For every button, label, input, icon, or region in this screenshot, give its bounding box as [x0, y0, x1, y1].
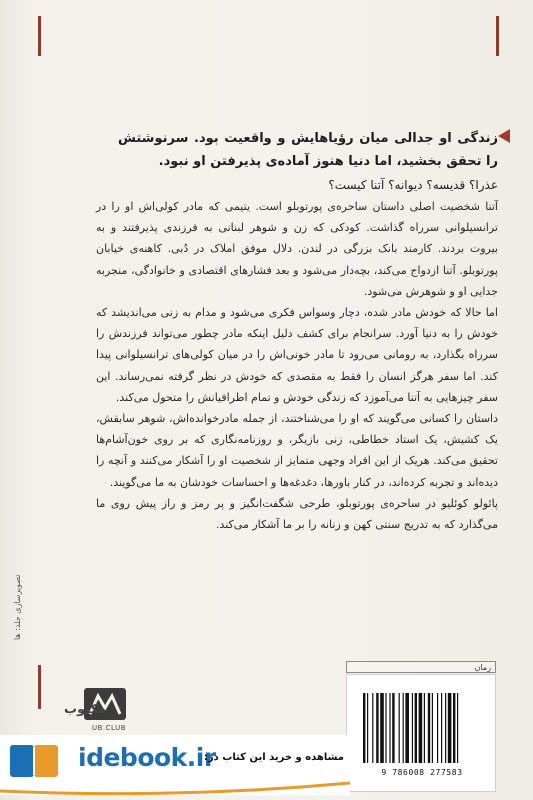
publisher-name: مکتوب — [64, 702, 107, 717]
paragraph: داستان را کسانی می‌گویند که او را می‌شناختند، از جمله مادرخوانده‌اش، شوهر سابقش، یک کشیش، یک استاد خطاطی، زنی بازیگر، و روزنامه‌نگاری که بر روی خون‌آشام‌ها تحقیق می‌کند. هریک از این افراد وجهی متمایز از شخصیت او را آشکار می‌کنند و آنچه را دیده‌اند و تجربه کرده‌اند، در کنار باورها، دغدغه‌ها و احساسات خودشان به ما می‌گویند. — [96, 412, 498, 489]
triangle-bullet-icon — [498, 129, 510, 143]
isbn-number: 9 786008 277583 — [381, 768, 463, 777]
barcode-icon — [361, 693, 483, 763]
crop-mark-bottom-left — [38, 665, 41, 709]
crop-mark-top-left — [38, 16, 41, 56]
paragraph: پائولو کوئلیو در ساحره‌ی پورتوبلو، طرحی شگفت‌انگیز و پر رمز و راز پیش روی ما می‌گذارد که به تدریج سنتی کهن و زنانه را بر ما آشکار می‌کند. — [96, 496, 498, 532]
cover-illustration-credit: تصویرسازی جلد: ها — [13, 574, 22, 640]
paragraph: اما حالا که خودش مادر شده، دچار وسواس فکری می‌شود و مدام به زنی می‌اندیشد که خودش را به دنیا آورد. سرانجام برای کشف دلیل اینکه مادر چطور می‌تواند فرزندش را سرراه بگذارد، به رومانی می‌رود تا مادر خونی‌اش را در میان کولی‌های ترانسیلوانی پیدا کند. اما سفر هرگز انسان را فقط به مقصدی که خودش در نظر گرفته نمی‌رساند. این سفر چیزهایی به آتنا می‌آموزد که زندگی خودش و تمام اطرافیانش را متحول می‌کند. — [96, 306, 498, 404]
question-line: عذرا؟ قدیسه؟ دیوانه؟ آتنا کیست؟ — [328, 178, 498, 192]
publisher-sub: UB.CLUB — [91, 724, 126, 732]
isbn-barcode — [346, 674, 496, 792]
banner-swoosh — [0, 753, 350, 800]
paragraph: آتنا شخصیت اصلی داستان ساحره‌ی پورتوبلو است. یتیمی که مادر کولی‌اش او را در ترانسیلوانی سرراه گذاشت. کودکی که زن و شوهر لبنانی به فرزندی پذیرفتند و به بیروت بردند. کارمند بانک بزرگی در لندن. دلال موفق املاک در دُبی. کاهنه‌ی خیابان پورتوبلو. آتنا ازدواج می‌کند، بچه‌دار می‌شود و بعد فشارهای اقتصادی و خانوادگی، منجربه جدایی او و شوهرش می‌شود. — [96, 200, 498, 298]
crop-mark-top-right — [496, 16, 499, 56]
store-cta[interactable]: مشاهده و خرید این کتاب در: — [203, 752, 344, 763]
store-brand[interactable]: idebook.ir — [78, 743, 216, 772]
genre-label: رمان — [346, 661, 496, 673]
synopsis — [96, 196, 498, 535]
intro-text: زندگی او جدالی میان رؤیاهایش و واقعیت بود. سرنوشتش را تحقق بخشید، اما دنیا هنوز آماده‌ی پذیرفتن او نبود. — [118, 131, 498, 169]
